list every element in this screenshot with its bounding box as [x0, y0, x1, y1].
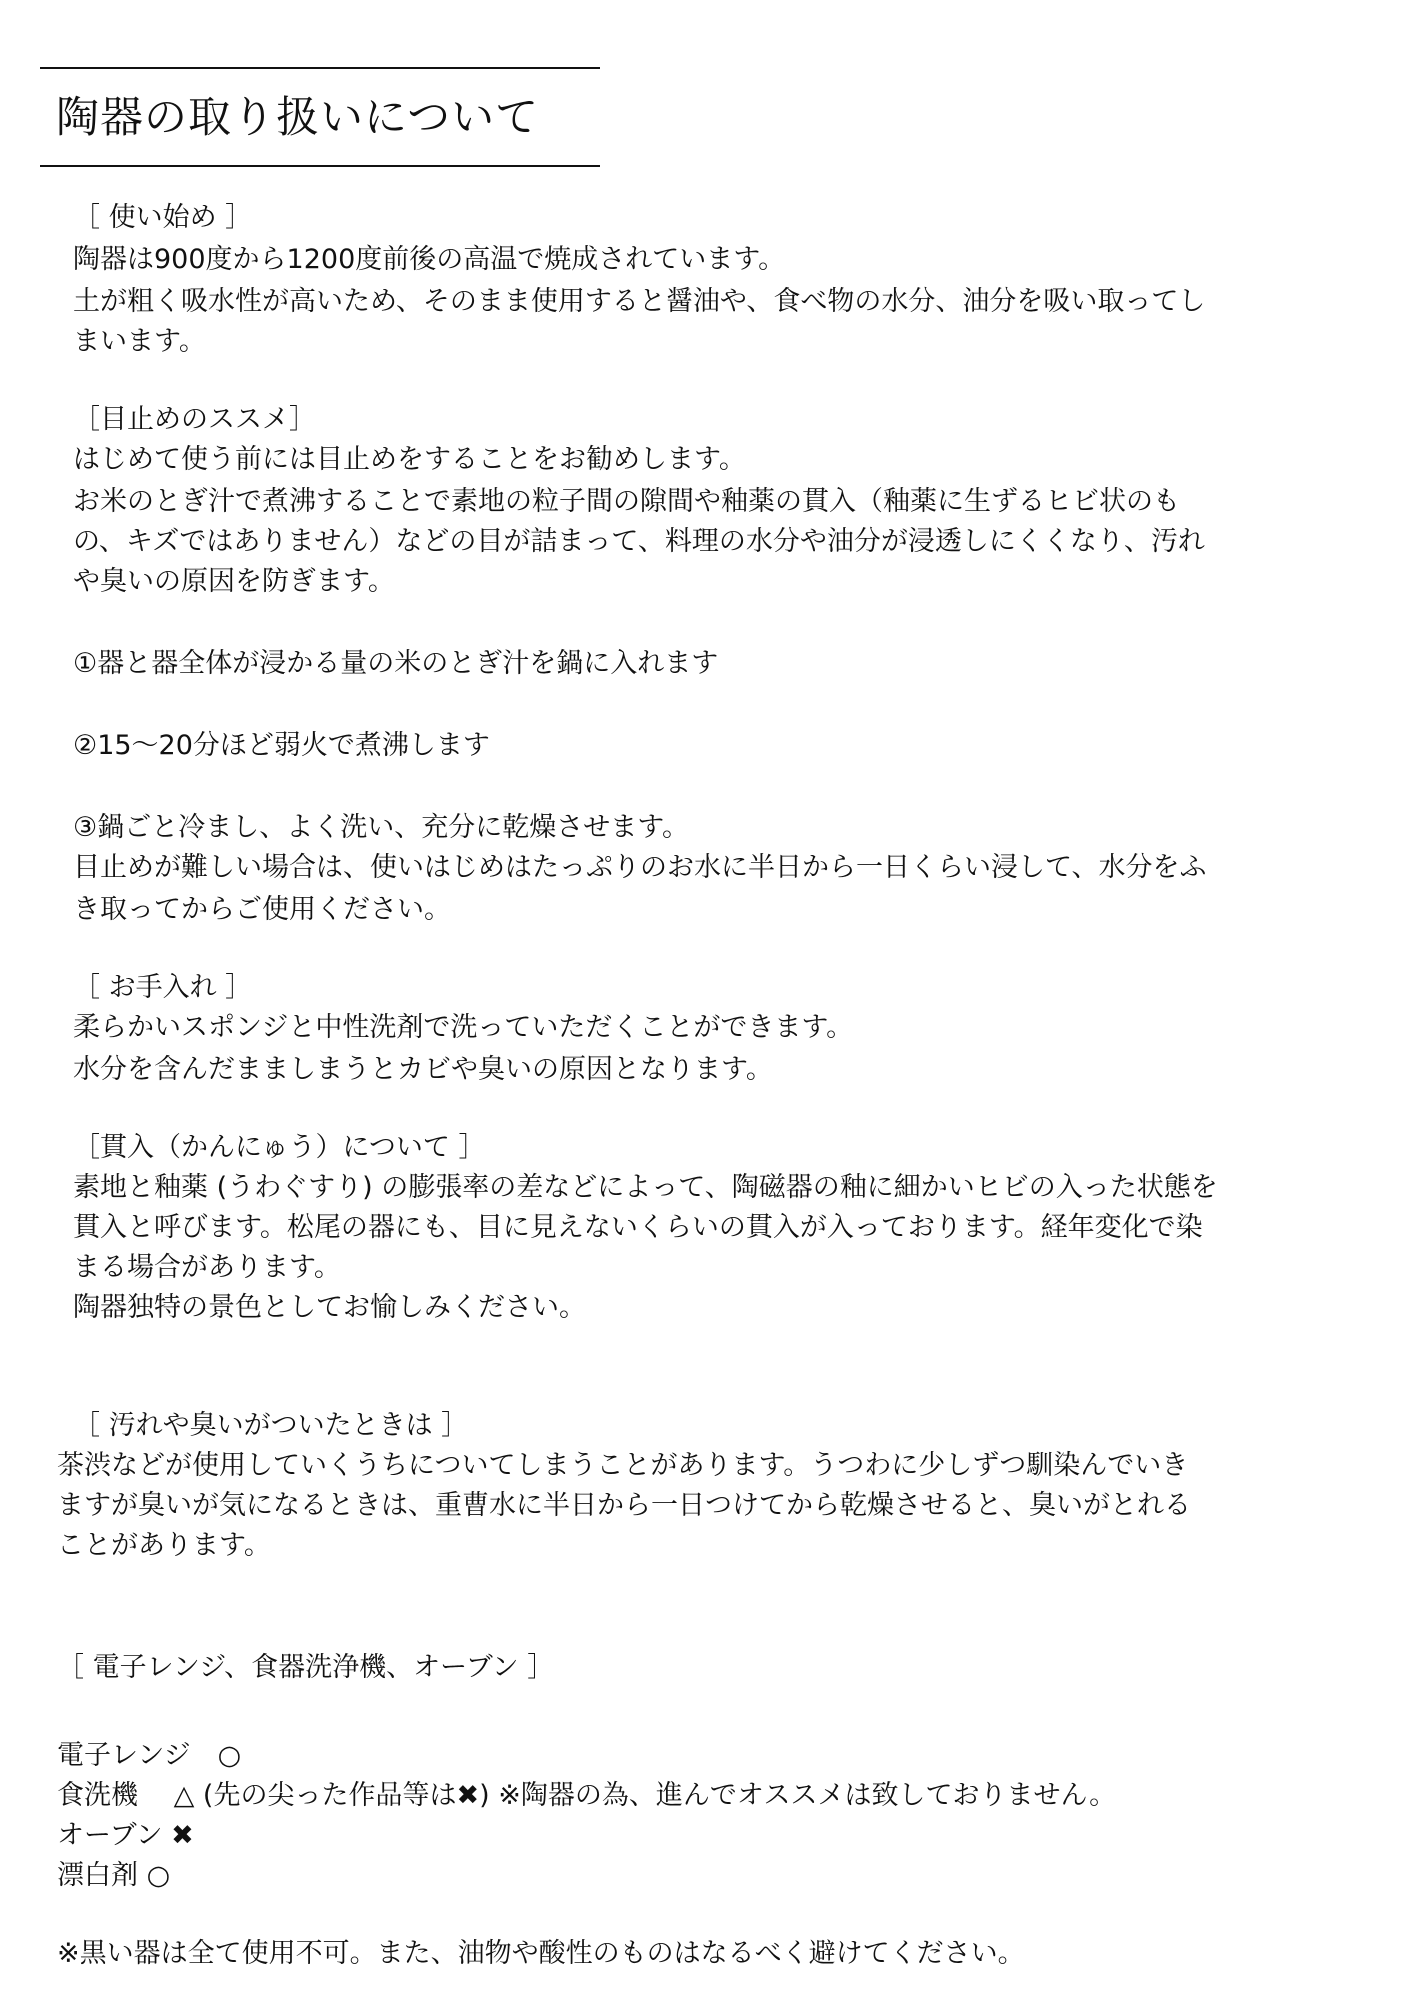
appliance-dishwasher: 食洗機 △ (先の尖った作品等は✖) ※陶器の為、進んでオススメは致しておりません。 [57, 1780, 1117, 1811]
section-heading-appliances: ［ 電子レンジ、食器洗浄機、オーブン ］ [57, 1652, 555, 1683]
paragraph-line: 貫入と呼びます。松尾の器にも、目に見えないくらいの貫入が入っております。経年変化で染 [73, 1212, 1203, 1243]
paragraph-line: ますが臭いが気になるときは、重曹水に半日から一日つけてから乾燥させると、臭いがとれる [57, 1490, 1191, 1521]
paragraph-line: まる場合があります。 [73, 1252, 341, 1283]
note-black-ware: ※黒い器は全て使用不可。また、油物や酸性のものはなるべく避けてください。 [57, 1938, 1025, 1969]
section-heading-sealing: ［目止めのススメ］ [73, 404, 316, 435]
paragraph-line: 柔らかいスポンジと中性洗剤で洗っていただくことができます。 [73, 1012, 854, 1043]
paragraph-line: 素地と釉薬 (うわぐすり) の膨張率の差などによって、陶磁器の釉に細かいヒビの入った状態を [73, 1172, 1218, 1203]
step-item: ①器と器全体が浸かる量の米のとぎ汁を鍋に入れます [73, 648, 719, 679]
title-rule-top [40, 67, 600, 69]
paragraph-line: お米のとぎ汁で煮沸することで素地の粒子間の隙間や釉薬の貫入（釉薬に生ずるヒビ状のも [73, 486, 1180, 517]
paragraph-line: まいます。 [73, 326, 206, 357]
paragraph-line: ことがあります。 [57, 1530, 271, 1561]
paragraph-line: 陶器独特の景色としてお愉しみください。 [73, 1292, 586, 1323]
paragraph-line: の、キズではありません）などの目が詰まって、料理の水分や油分が浸透しにくくなり、汚れ [73, 526, 1205, 557]
paragraph-line: 土が粗く吸水性が高いため、そのまま使用すると醤油や、食べ物の水分、油分を吸い取ってし [73, 286, 1206, 317]
appliance-oven: オーブン ✖ [57, 1820, 194, 1851]
page-title: 陶器の取り扱いについて [56, 93, 540, 143]
appliance-bleach: 漂白剤 ○ [57, 1860, 171, 1891]
section-heading-care: ［ お手入れ ］ [73, 972, 253, 1003]
section-heading-stains: ［ 汚れや臭いがついたときは ］ [73, 1410, 469, 1441]
step-item: ③鍋ごと冷まし、よく洗い、充分に乾燥させます。 [73, 812, 690, 843]
paragraph-line: はじめて使う前には目止めをすることをお勧めします。 [73, 444, 746, 475]
section-heading-start: ［ 使い始め ］ [73, 202, 253, 233]
paragraph-line: や臭いの原因を防ぎます。 [73, 566, 395, 597]
section-heading-crazing: ［貫入（かんにゅう）について ］ [73, 1132, 486, 1163]
step-item: ②15〜20分ほど弱火で煮沸します [73, 730, 490, 761]
title-rule-bottom [40, 165, 600, 167]
paragraph-line: 茶渋などが使用していくうちについてしまうことがあります。うつわに少しずつ馴染んでいき [57, 1450, 1189, 1481]
paragraph-line: 陶器は900度から1200度前後の高温で焼成されています。 [73, 244, 786, 275]
paragraph-line: 水分を含んだまましまうとカビや臭いの原因となります。 [73, 1054, 773, 1085]
appliance-microwave: 電子レンジ ○ [57, 1740, 242, 1771]
paragraph-line: き取ってからご使用ください。 [73, 894, 451, 925]
paragraph-line: 目止めが難しい場合は、使いはじめはたっぷりのお水に半日から一日くらい浸して、水分をふ [73, 852, 1207, 883]
